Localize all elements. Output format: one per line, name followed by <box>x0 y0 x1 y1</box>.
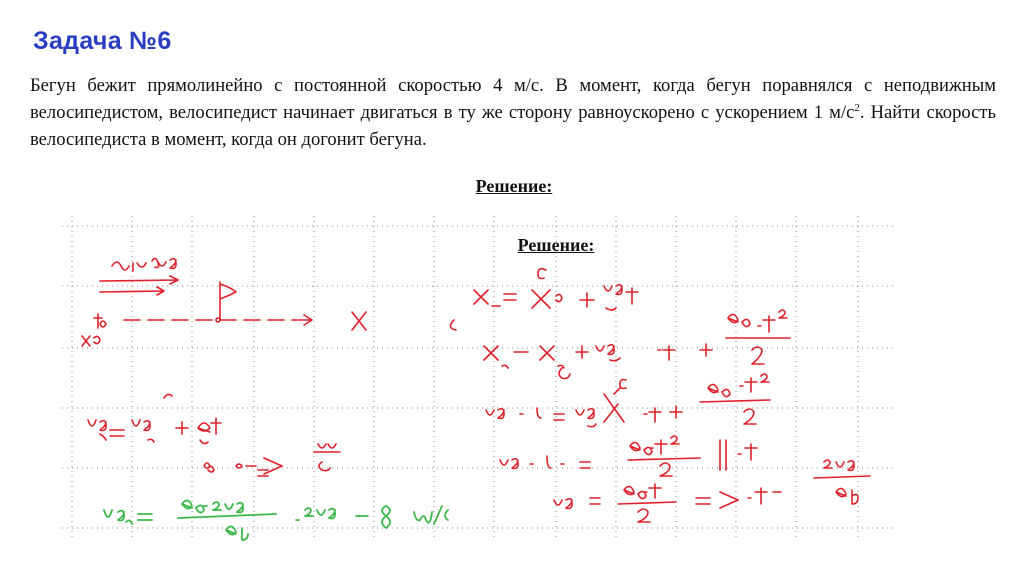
board-solution-heading: Решение: <box>517 235 595 255</box>
task-title: Задача №6 <box>33 27 172 55</box>
red-ink <box>82 258 870 522</box>
problem-text-end: . Найти скорость велосипедиста в момент, когда он догонит бегуна. <box>30 102 996 150</box>
green-ink <box>104 500 448 540</box>
solution-heading: Решение: <box>475 176 553 196</box>
problem-superscript: 2 <box>854 101 860 114</box>
problem-text-main: Бегун бежит прямолинейно с постоянной скоростью 4 м/с. В момент, когда бегун поравнялся с неподвижным велосипедистом, велосипедист начинает двигаться в ту же сторону равноускорено с ускорением 1 м/с <box>30 75 996 123</box>
